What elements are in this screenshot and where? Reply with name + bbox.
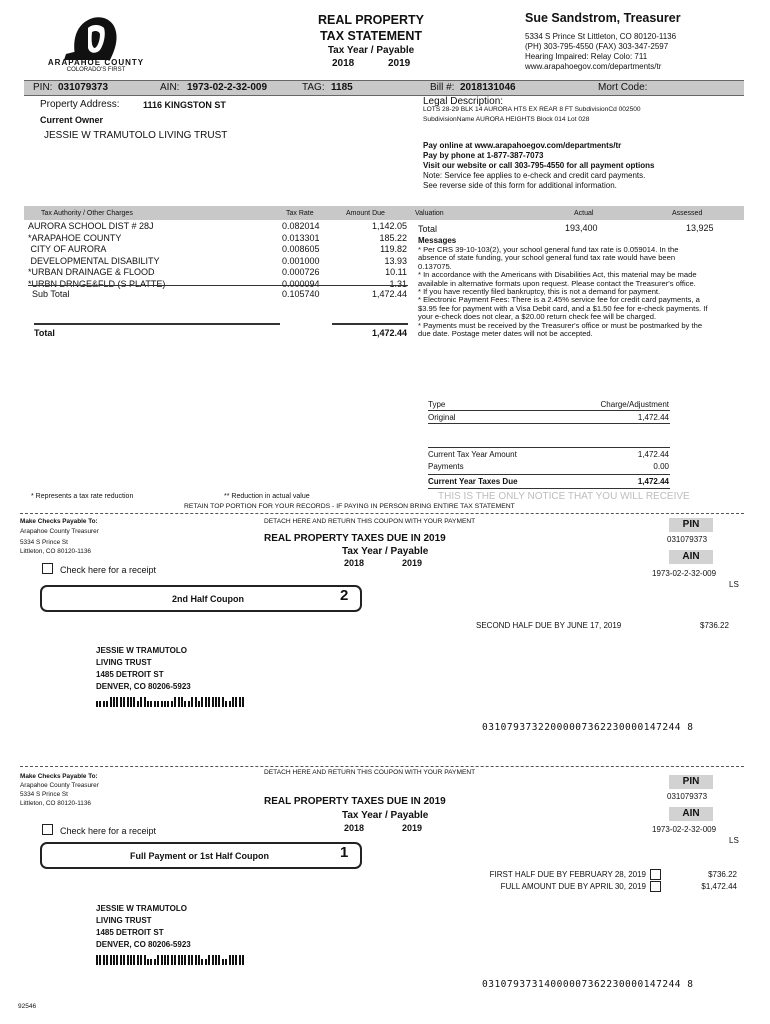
barcode-bar bbox=[188, 955, 190, 965]
tax-rate: 0.013301 bbox=[282, 232, 320, 243]
coupon1-pin-label: PIN bbox=[669, 775, 713, 789]
coupon1-postal-barcode bbox=[96, 955, 246, 965]
barcode-bar bbox=[184, 955, 186, 965]
coupon2-tax-year: 2018 bbox=[344, 558, 365, 568]
amount-due: 1,142.05 bbox=[371, 221, 407, 231]
barcode-bar bbox=[195, 697, 197, 707]
current-amount-label: Current Tax Year Amount bbox=[428, 450, 517, 459]
barcode-bar bbox=[222, 959, 224, 965]
barcode-bar bbox=[144, 955, 146, 965]
barcode-bar bbox=[242, 697, 244, 707]
header-valuation: Valuation bbox=[415, 210, 444, 217]
barcode-bar bbox=[157, 701, 159, 707]
barcode-bar bbox=[110, 955, 112, 965]
table-row: CITY OF AURORA bbox=[28, 244, 107, 254]
barcode-bar bbox=[147, 701, 149, 707]
barcode-bar bbox=[222, 697, 224, 707]
barcode-bar bbox=[106, 955, 108, 965]
visit-website-text: Visit our website or call 303-795-4550 for all payment options bbox=[423, 161, 655, 170]
barcode-bar bbox=[96, 701, 98, 707]
treasurer-name: Sue Sandstrom, Treasurer bbox=[525, 11, 681, 25]
reverse-side-note: See reverse side of this form for additional information. bbox=[423, 181, 617, 190]
coupon1-taxes-due-title: REAL PROPERTY TAXES DUE IN 2019 bbox=[264, 796, 446, 807]
barcode-bar bbox=[116, 955, 118, 965]
charge-original-label: Original bbox=[428, 413, 456, 422]
tax-rate: 0.000094 bbox=[282, 278, 320, 289]
retain-top-portion-text: RETAIN TOP PORTION FOR YOUR RECORDS - IF PAYING IN PERSON BRING ENTIRE TAX STATEMENT bbox=[184, 503, 515, 510]
barcode-bar bbox=[242, 955, 244, 965]
charge-original-amount: 1,472.44 bbox=[637, 413, 669, 422]
barcode-bar bbox=[144, 697, 146, 707]
barcode-bar bbox=[181, 697, 183, 707]
detach-line-2 bbox=[20, 766, 744, 767]
amount-due: 119.82 bbox=[380, 244, 407, 254]
barcode-bar bbox=[232, 697, 234, 707]
amount-due: 185.22 bbox=[379, 232, 407, 243]
property-address-label: Property Address: bbox=[40, 99, 120, 110]
coupon2-payable-line1: Arapahoe County Treasurer bbox=[20, 528, 99, 535]
coupon2-payable-line2: 5334 S Prince St bbox=[20, 539, 68, 546]
barcode-bar bbox=[157, 955, 159, 965]
barcode-bar bbox=[137, 701, 139, 707]
barcode-bar bbox=[103, 955, 105, 965]
subtotal-rule bbox=[28, 285, 408, 286]
coupon2-detach-text: DETACH HERE AND RETURN THIS COUPON WITH YOUR PAYMENT bbox=[264, 518, 476, 525]
barcode-bar bbox=[161, 955, 163, 965]
barcode-bar bbox=[106, 701, 108, 707]
barcode-bar bbox=[123, 697, 125, 707]
header-assessed: Assessed bbox=[672, 210, 703, 217]
coupon1-ain-label: AIN bbox=[669, 807, 713, 821]
coupon1-ls: LS bbox=[729, 836, 739, 845]
table-row: AURORA SCHOOL DIST # 28J bbox=[28, 221, 154, 231]
first-half-due-text: FIRST HALF DUE BY FEBRUARY 28, 2019 bbox=[489, 870, 646, 879]
taxes-due-label: Current Year Taxes Due bbox=[428, 477, 518, 486]
barcode-bar bbox=[215, 697, 217, 707]
coupon1-number: 1 bbox=[340, 844, 349, 861]
barcode-bar bbox=[201, 697, 203, 707]
barcode-bar bbox=[212, 697, 214, 707]
barcode-bar bbox=[235, 697, 237, 707]
barcode-bar bbox=[178, 697, 180, 707]
legal-description-line2: SubdivisionName AURORA HEIGHTS Block 014 Lot 028 bbox=[423, 116, 590, 123]
coupon2-tax-year-label: Tax Year / Payable bbox=[342, 546, 429, 557]
full-amount-due-value: $1,472.44 bbox=[701, 882, 737, 891]
coupon1-payable-line3: Littleton, CO 80120-1136 bbox=[20, 800, 91, 807]
barcode-bar bbox=[113, 697, 115, 707]
table-row: DEVELOPMENTAL DISABILITY bbox=[28, 255, 160, 266]
mort-code-label: Mort Code: bbox=[598, 82, 648, 93]
coupon1-tax-year-label: Tax Year / Payable bbox=[342, 810, 429, 821]
barcode-bar bbox=[167, 955, 169, 965]
message-item: * Payments must be received by the Treasurer's office or must be postmarked by the due date. Postage meter dates will not be accepted. bbox=[418, 320, 703, 339]
table-row: *ARAPAHOE COUNTY bbox=[28, 232, 122, 243]
coupon2-number: 2 bbox=[340, 587, 349, 604]
charge-adjustment-label: Charge/Adjustment bbox=[600, 400, 669, 409]
coupon2-taxes-due-title: REAL PROPERTY TAXES DUE IN 2019 bbox=[264, 533, 446, 544]
tax-rate: 0.008605 bbox=[282, 244, 320, 254]
coupon1-receipt-checkbox[interactable] bbox=[42, 824, 53, 835]
authority-list bbox=[28, 221, 165, 290]
charges-original-rule bbox=[428, 423, 670, 424]
treasurer-address: 5334 S Prince St Littleton, CO 80120-1136 bbox=[525, 32, 677, 41]
subtotal-label: Sub Total bbox=[32, 289, 70, 299]
coupon2-title: 2nd Half Coupon bbox=[172, 594, 244, 604]
barcode-bar bbox=[123, 955, 125, 965]
barcode-bar bbox=[195, 955, 197, 965]
payments-value: 0.00 bbox=[653, 462, 669, 471]
property-address: 1116 KINGSTON ST bbox=[143, 100, 226, 110]
total-rule-left bbox=[34, 323, 280, 325]
amount-due: 10.11 bbox=[385, 267, 407, 277]
coupon2-mail-addr1: JESSIE W TRAMUTOLO bbox=[96, 646, 187, 655]
detach-line-1 bbox=[20, 513, 744, 514]
barcode-bar bbox=[113, 955, 115, 965]
barcode-bar bbox=[140, 955, 142, 965]
barcode-bar bbox=[96, 955, 98, 965]
coupon2-payable-line3: Littleton, CO 80120-1136 bbox=[20, 548, 91, 555]
message-item: * Electronic Payment Fees: There is a 2.45% service fee for credit card payments, a $3.95 fee for payment with a Visa Debit card, and a $1.50 fee for e-check payments. If your e-check does not clear, a $20.00 return check fee will be charged. bbox=[418, 295, 708, 322]
tax-rate: 0.000726 bbox=[282, 267, 320, 277]
message-item: * If you have recently filed bankruptcy, this is not a demand for payment. bbox=[418, 287, 661, 297]
barcode-bar bbox=[150, 959, 152, 965]
barcode-bar bbox=[130, 697, 132, 707]
header-actual: Actual bbox=[574, 210, 594, 217]
barcode-bar bbox=[205, 697, 207, 707]
statement-title-line2: TAX STATEMENT bbox=[319, 29, 423, 43]
barcode-bar bbox=[154, 959, 156, 965]
county-name: ARAPAHOE COUNTY bbox=[47, 58, 145, 67]
header-rate: Tax Rate bbox=[286, 210, 314, 217]
table-row: *URBAN DRAINAGE & FLOOD bbox=[28, 267, 155, 277]
barcode-bar bbox=[171, 701, 173, 707]
messages-list bbox=[418, 246, 708, 338]
treasurer-website[interactable]: www.arapahoegov.com/departments/tr bbox=[525, 62, 662, 71]
barcode-bar bbox=[218, 697, 220, 707]
coupon1-mail-addr2: LIVING TRUST bbox=[96, 916, 152, 925]
amount-list bbox=[340, 221, 407, 290]
payable-year: 2019 bbox=[388, 58, 411, 69]
coupon1-ain-value: 1973-02-2-32-009 bbox=[652, 825, 717, 834]
barcode-bar bbox=[140, 697, 142, 707]
actual-reduction-note: ** Reduction in actual value bbox=[224, 493, 310, 500]
barcode-bar bbox=[205, 959, 207, 965]
charges-header-rule bbox=[428, 410, 670, 411]
bill-label: Bill #: bbox=[430, 82, 455, 93]
coupon2-mail-addr3: 1485 DETROIT ST bbox=[96, 670, 164, 679]
tax-year-label: Tax Year / Payable bbox=[327, 45, 415, 56]
first-half-checkbox[interactable] bbox=[650, 869, 661, 880]
coupon2-ain-value: 1973-02-2-32-009 bbox=[652, 569, 717, 578]
barcode-bar bbox=[184, 701, 186, 707]
current-owner-label: Current Owner bbox=[40, 115, 104, 125]
coupon2-payable-label: Make Checks Payable To: bbox=[20, 518, 98, 525]
treasurer-phone: (PH) 303-795-4550 (FAX) 303-347-2597 bbox=[525, 42, 669, 51]
coupon2-ain-label: AIN bbox=[669, 550, 713, 564]
coupon2-due-text: SECOND HALF DUE BY JUNE 17, 2019 bbox=[476, 621, 622, 630]
barcode-bar bbox=[150, 701, 152, 707]
valuation-total-label: Total bbox=[418, 224, 438, 234]
tax-year: 2018 bbox=[332, 58, 355, 69]
amount-due: 1.31 bbox=[389, 278, 407, 289]
barcode-bar bbox=[147, 959, 149, 965]
messages-title: Messages bbox=[418, 236, 457, 245]
first-half-due-amount: $736.22 bbox=[708, 870, 737, 879]
taxes-due-value: 1,472.44 bbox=[637, 477, 669, 486]
barcode-bar bbox=[174, 955, 176, 965]
barcode-bar bbox=[181, 955, 183, 965]
amount-due: 13.93 bbox=[384, 255, 407, 266]
barcode-bar bbox=[133, 955, 135, 965]
coupon1-mail-addr1: JESSIE W TRAMUTOLO bbox=[96, 904, 187, 913]
form-number: 92546 bbox=[18, 1003, 37, 1010]
coupon1-payable-label: Make Checks Payable To: bbox=[20, 773, 98, 780]
coupon2-postal-barcode bbox=[96, 697, 246, 707]
barcode-bar bbox=[178, 955, 180, 965]
rate-list bbox=[282, 221, 320, 290]
full-amount-due-text: FULL AMOUNT DUE BY APRIL 30, 2019 bbox=[500, 882, 646, 891]
barcode-bar bbox=[239, 697, 241, 707]
tax-rate: 0.001000 bbox=[282, 255, 320, 266]
barcode-bar bbox=[127, 697, 129, 707]
pin-label: PIN: bbox=[33, 82, 53, 93]
taxes-due-bottom-rule bbox=[428, 488, 670, 489]
coupon1-payable-year: 2019 bbox=[402, 823, 423, 833]
bill-value: 2018131046 bbox=[460, 82, 516, 93]
barcode-bar bbox=[99, 955, 101, 965]
coupon1-mail-addr3: 1485 DETROIT ST bbox=[96, 928, 164, 937]
total-label: Total bbox=[34, 328, 55, 338]
subtotal-rate: 0.105740 bbox=[282, 289, 320, 299]
barcode-bar bbox=[137, 955, 139, 965]
barcode-bar bbox=[127, 955, 129, 965]
coupon2-scanline: 03107937322000007362230000147244 8 bbox=[482, 722, 694, 733]
header-authority: Tax Authority / Other Charges bbox=[41, 210, 133, 217]
barcode-bar bbox=[239, 955, 241, 965]
current-owner: JESSIE W TRAMUTOLO LIVING TRUST bbox=[44, 130, 228, 141]
only-notice-text: THIS IS THE ONLY NOTICE THAT YOU WILL RECEIVE bbox=[438, 491, 690, 502]
barcode-bar bbox=[171, 955, 173, 965]
coupon1-receipt-label: Check here for a receipt bbox=[60, 826, 157, 836]
barcode-bar bbox=[130, 955, 132, 965]
barcode-bar bbox=[164, 955, 166, 965]
coupon1-title: Full Payment or 1st Half Coupon bbox=[130, 851, 270, 861]
coupon2-mail-addr4: DENVER, CO 80206-5923 bbox=[96, 682, 191, 691]
coupon1-scanline: 03107937314000007362230000147244 8 bbox=[482, 979, 694, 990]
barcode-bar bbox=[164, 701, 166, 707]
coupon2-due-amount: $736.22 bbox=[700, 621, 729, 630]
barcode-bar bbox=[218, 955, 220, 965]
treasurer-hearing: Hearing Impaired: Relay Colo: 711 bbox=[525, 52, 648, 61]
ain-value: 1973-02-2-32-009 bbox=[187, 82, 268, 93]
tax-rate: 0.082014 bbox=[282, 221, 320, 231]
pay-phone-text: Pay by phone at 1-877-387-7073 bbox=[423, 151, 544, 160]
barcode-bar bbox=[116, 697, 118, 707]
barcode-bar bbox=[208, 697, 210, 707]
coupon1-detach-text: DETACH HERE AND RETURN THIS COUPON WITH YOUR PAYMENT bbox=[264, 769, 476, 776]
barcode-bar bbox=[120, 697, 122, 707]
barcode-bar bbox=[208, 955, 210, 965]
barcode-bar bbox=[133, 697, 135, 707]
rate-reduction-note: * Represents a tax rate reduction bbox=[31, 493, 134, 500]
service-fee-note: Note: Service fee applies to e-check and credit card payments. bbox=[423, 171, 646, 180]
barcode-bar bbox=[215, 955, 217, 965]
barcode-bar bbox=[225, 701, 227, 707]
coupon1-payable-line1: Arapahoe County Treasurer bbox=[20, 782, 99, 789]
ain-label: AIN: bbox=[160, 82, 180, 93]
coupon2-pin-label: PIN bbox=[669, 518, 713, 532]
barcode-bar bbox=[174, 697, 176, 707]
full-amount-checkbox[interactable] bbox=[650, 881, 661, 892]
message-item: * Per CRS 39-10-103(2), your school general fund tax rate is 0.059014. In the absence of state funding, your school general fund tax rate would have been 0.137075. bbox=[418, 245, 679, 271]
pin-value: 031079373 bbox=[58, 82, 109, 93]
barcode-bar bbox=[201, 959, 203, 965]
barcode-bar bbox=[191, 955, 193, 965]
barcode-bar bbox=[188, 701, 190, 707]
barcode-bar bbox=[198, 955, 200, 965]
barcode-bar bbox=[110, 697, 112, 707]
legal-description-label: Legal Description: bbox=[423, 96, 504, 107]
barcode-bar bbox=[232, 955, 234, 965]
valuation-assessed: 13,925 bbox=[686, 223, 714, 233]
county-motto: COLORADO'S FIRST bbox=[66, 67, 126, 73]
barcode-bar bbox=[225, 959, 227, 965]
barcode-bar bbox=[161, 701, 163, 707]
coupon2-ls: LS bbox=[729, 580, 739, 589]
barcode-bar bbox=[198, 701, 200, 707]
coupon2-pin-value: 031079373 bbox=[667, 535, 708, 544]
tag-value: 1185 bbox=[331, 82, 353, 93]
barcode-bar bbox=[229, 701, 231, 707]
table-row: *URBN DRNGE&FLD (S PLATTE) bbox=[28, 278, 166, 289]
pay-online-text: Pay online at www.arapahoegov.com/departments/tr bbox=[423, 141, 622, 150]
barcode-bar bbox=[229, 955, 231, 965]
barcode-bar bbox=[154, 701, 156, 707]
barcode-bar bbox=[235, 955, 237, 965]
current-amount-value: 1,472.44 bbox=[637, 450, 669, 459]
coupon2-mail-addr2: LIVING TRUST bbox=[96, 658, 152, 667]
barcode-bar bbox=[120, 955, 122, 965]
barcode-bar bbox=[103, 701, 105, 707]
coupon1-pin-value: 031079373 bbox=[667, 792, 708, 801]
payments-label: Payments bbox=[428, 462, 464, 471]
coupon2-receipt-checkbox[interactable] bbox=[42, 563, 53, 574]
total-rule-right bbox=[332, 323, 408, 325]
tag-label: TAG: bbox=[302, 82, 325, 93]
valuation-actual: 193,400 bbox=[565, 223, 598, 233]
statement-title-line1: REAL PROPERTY bbox=[317, 13, 425, 27]
subtotal-amount: 1,472.44 bbox=[371, 289, 407, 299]
barcode-bar bbox=[212, 955, 214, 965]
barcode-bar bbox=[191, 697, 193, 707]
coupon1-tax-year: 2018 bbox=[344, 823, 365, 833]
coupon1-mail-addr4: DENVER, CO 80206-5923 bbox=[96, 940, 191, 949]
taxes-due-rule bbox=[428, 474, 670, 475]
coupon1-payable-line2: 5334 S Prince St bbox=[20, 791, 68, 798]
legal-description-line1: LOTS 28-29 BLK 14 AURORA HTS EX REAR 8 FT SubdivisionCd 002500 bbox=[423, 106, 641, 113]
current-amount-rule bbox=[428, 447, 670, 448]
county-logo bbox=[62, 14, 128, 62]
charge-type-label: Type bbox=[428, 400, 446, 409]
header-amount: Amount Due bbox=[346, 210, 385, 217]
message-item: * In accordance with the Americans with Disabilities Act, this material may be made available in alternative formats upon request. Please contact the Treasurer's office. bbox=[418, 270, 697, 288]
barcode-bar bbox=[167, 701, 169, 707]
coupon2-receipt-label: Check here for a receipt bbox=[60, 565, 157, 575]
total-amount: 1,472.44 bbox=[371, 328, 407, 338]
coupon2-payable-year: 2019 bbox=[402, 558, 423, 568]
barcode-bar bbox=[99, 701, 101, 707]
